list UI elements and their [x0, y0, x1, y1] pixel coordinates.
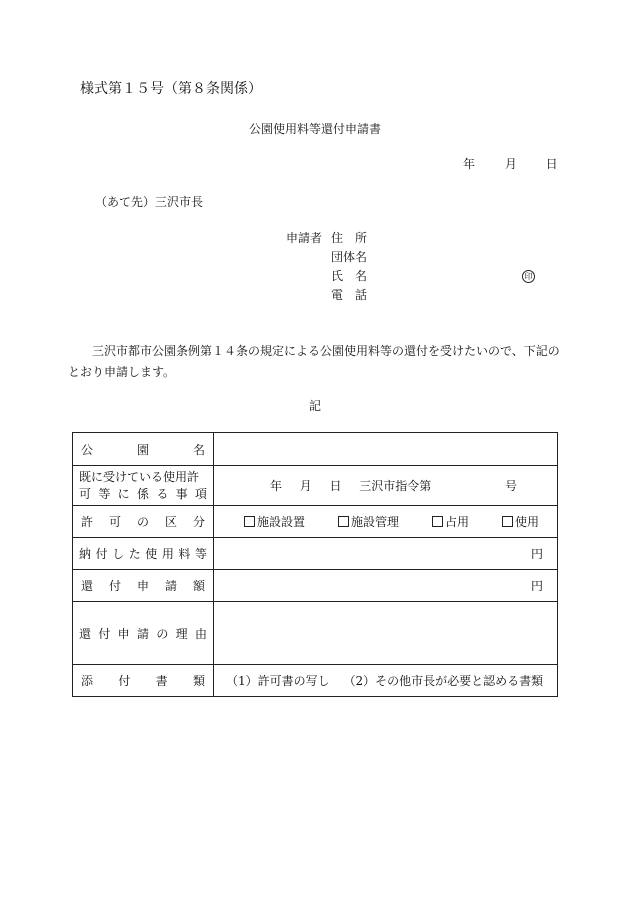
- body-text-line-1: 三沢市都市公園条例第１４条の規定による公園使用料等の還付を受けたいので、下記の: [92, 344, 560, 358]
- permit-day-label: 日: [329, 479, 342, 493]
- table-row: [73, 602, 558, 665]
- permit-label-line-1: 既に受けている使用許: [79, 469, 200, 484]
- checkbox-icon: [502, 516, 513, 527]
- date-year-label: 年: [463, 157, 476, 171]
- applicant-role: 申請者: [286, 231, 323, 245]
- refund-reason-label-cell: [73, 602, 214, 665]
- name-label: 氏 名: [331, 269, 368, 283]
- refund-amount-label-cell: [73, 570, 214, 602]
- body-text-line-2: とおり申請します。: [68, 365, 176, 379]
- category-label-cell: [73, 506, 214, 538]
- date-day-field[interactable]: [546, 155, 558, 172]
- address-label: 住 所: [331, 231, 368, 245]
- park-name-input[interactable]: [214, 433, 558, 466]
- phone-label: 電 話: [331, 288, 368, 302]
- park-name-label: 公 園 名: [81, 442, 205, 457]
- attachments-list: [214, 665, 558, 697]
- permit-number-label: 号: [504, 479, 517, 493]
- permit-issuer-label: 三沢市指令第: [359, 479, 432, 493]
- group-name-label: 団体名: [331, 250, 368, 264]
- form-number: 様式第１５号（第８条関係）: [80, 81, 262, 97]
- attachment-item: （1）許可書の写し: [226, 674, 330, 688]
- category-option-label: 使用: [514, 515, 539, 529]
- checkbox-icon: [432, 516, 443, 527]
- permit-label-line-2: 可 等 に 係 る 事 項: [79, 486, 207, 501]
- category-option[interactable]: [338, 513, 399, 530]
- paid-fee-label: 納 付 し た 使 用 料 等: [79, 547, 207, 561]
- table-row: [73, 538, 558, 570]
- application-table: [72, 432, 558, 697]
- category-label: 許 可 の 区 分: [81, 515, 205, 529]
- category-option-label: 占用: [444, 515, 469, 529]
- date-year-field[interactable]: [463, 155, 501, 172]
- date-month-field[interactable]: [505, 155, 542, 172]
- refund-amount-unit: 円: [530, 579, 543, 593]
- refund-reason-input[interactable]: [214, 602, 558, 665]
- checkbox-icon: [244, 516, 255, 527]
- table-row: [73, 506, 558, 538]
- paid-fee-unit: 円: [530, 547, 543, 561]
- permit-year-label: 年: [270, 479, 283, 493]
- document-title: 公園使用料等還付申請書: [248, 122, 381, 136]
- permit-label-cell: [73, 466, 214, 506]
- date-month-label: 月: [504, 157, 517, 171]
- ki-heading: 記: [308, 399, 321, 413]
- refund-reason-label: 還 付 申 請 の 理 由: [79, 626, 207, 641]
- permit-month-label: 月: [299, 479, 312, 493]
- seal-icon: 印: [522, 270, 535, 283]
- checkbox-icon: [338, 516, 349, 527]
- attachments-label: 添 付 書 類: [81, 674, 205, 688]
- category-option[interactable]: [502, 513, 539, 530]
- paid-fee-input[interactable]: [214, 538, 558, 570]
- body-text: [68, 341, 560, 383]
- table-row: [73, 665, 558, 697]
- paid-fee-label-cell: [73, 538, 214, 570]
- permit-details-field[interactable]: [214, 466, 558, 506]
- category-option[interactable]: [244, 513, 305, 530]
- date-line: [463, 155, 558, 172]
- category-options: [214, 506, 558, 538]
- attachment-item: （2）その他市長が必要と認める書類: [343, 674, 544, 688]
- refund-amount-label: 還 付 申 請 額: [81, 579, 205, 593]
- attachments-label-cell: [73, 665, 214, 697]
- applicant-block: [286, 229, 533, 305]
- category-option[interactable]: [432, 513, 469, 530]
- category-option-label: 施設管理: [350, 515, 399, 529]
- table-row: [73, 570, 558, 602]
- park-name-label-cell: [73, 433, 214, 466]
- refund-amount-input[interactable]: [214, 570, 558, 602]
- table-row: [73, 433, 558, 466]
- category-option-label: 施設設置: [257, 515, 306, 529]
- addressee: （あて先）三沢市長: [95, 195, 204, 209]
- table-row: [73, 466, 558, 506]
- date-day-label: 日: [545, 157, 558, 171]
